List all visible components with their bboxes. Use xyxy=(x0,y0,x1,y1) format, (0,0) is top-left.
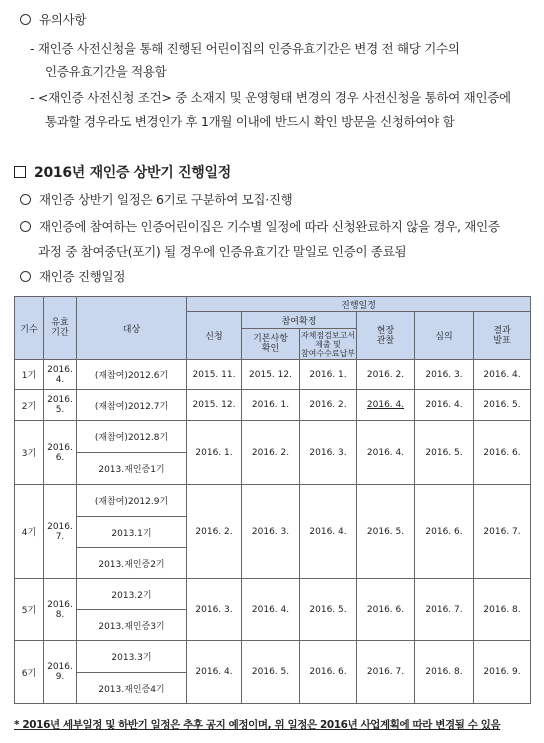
cell-review: 2016. 7. xyxy=(415,579,474,641)
dash-bullet: - xyxy=(30,41,38,56)
circle-bullet-icon xyxy=(20,194,31,205)
section-bullet-1 xyxy=(20,190,292,208)
table-row xyxy=(15,421,531,453)
cell-target: 2013.3기 xyxy=(77,641,187,673)
cell-target: 2013.2기 xyxy=(77,579,187,610)
cell-gisu: 5기 xyxy=(15,579,44,641)
cell-target: 2013.재인증2기 xyxy=(77,548,187,579)
cell-result: 2016. 5. xyxy=(474,390,531,421)
cell-basic: 2016. 2. xyxy=(242,421,300,485)
cell-validity: 2016. 9. xyxy=(44,641,77,704)
cell-report: 2016. 5. xyxy=(300,579,357,641)
cell-report: 2016. 2. xyxy=(300,390,357,421)
header-gisu: 기수 xyxy=(15,297,44,360)
table-row xyxy=(15,579,531,610)
circle-bullet-icon xyxy=(20,14,31,25)
cell-result: 2016. 8. xyxy=(474,579,531,641)
table-row xyxy=(15,360,531,390)
header-apply: 신청 xyxy=(187,312,242,360)
header-self-report: 자체점검보고서 제출 및 참여수수료납부 xyxy=(300,330,356,358)
cell-apply: 2016. 3. xyxy=(187,579,242,641)
note-item-1-cont: 인증유효기간을 적용함 xyxy=(45,64,167,79)
header-validity: 유효 기간 xyxy=(44,297,77,360)
header-participation: 참여확정 xyxy=(242,312,357,329)
cell-target: (재참여)2012.9기 xyxy=(77,485,187,517)
cell-gisu: 1기 xyxy=(15,360,44,390)
cell-target: 2013.재인증4기 xyxy=(77,673,187,704)
cell-report: 2016. 6. xyxy=(300,641,357,704)
table-row xyxy=(15,390,531,421)
cell-review: 2016. 6. xyxy=(415,485,474,579)
cell-validity: 2016. 5. xyxy=(44,390,77,421)
cell-result: 2016. 9. xyxy=(474,641,531,704)
section-heading xyxy=(14,162,231,182)
cell-result: 2016. 6. xyxy=(474,421,531,485)
cell-site: 2016. 4. xyxy=(357,390,415,421)
cell-apply: 2016. 1. xyxy=(187,421,242,485)
cell-target: 2013.재인증1기 xyxy=(77,453,187,485)
cell-site: 2016. 6. xyxy=(357,579,415,641)
cell-gisu: 2기 xyxy=(15,390,44,421)
section-bullet-3 xyxy=(20,267,125,285)
cell-site: 2016. 2. xyxy=(357,360,415,390)
cell-gisu: 3기 xyxy=(15,421,44,485)
header-review: 심의 xyxy=(415,312,474,360)
notes-heading xyxy=(20,10,86,28)
cell-validity: 2016. 7. xyxy=(44,485,77,579)
cell-site: 2016. 4. xyxy=(357,421,415,485)
section-bullet-2-cont: 과정 중 참여중단(포기) 될 경우에 인증유효기간 말일로 인증이 종료됨 xyxy=(38,244,407,259)
cell-target: (재참여)2012.7기 xyxy=(77,390,187,421)
cell-site: 2016. 7. xyxy=(357,641,415,704)
header-site-visit: 현장 관찰 xyxy=(357,312,415,360)
circle-bullet-icon xyxy=(20,221,31,232)
cell-apply: 2016. 4. xyxy=(187,641,242,704)
cell-review: 2016. 5. xyxy=(415,421,474,485)
cell-review: 2016. 3. xyxy=(415,360,474,390)
cell-result: 2016. 4. xyxy=(474,360,531,390)
circle-bullet-icon xyxy=(20,271,31,282)
cell-apply: 2015. 12. xyxy=(187,390,242,421)
cell-target: (재참여)2012.8기 xyxy=(77,421,187,453)
cell-apply: 2016. 2. xyxy=(187,485,242,579)
header-schedule: 진행일정 xyxy=(187,297,531,312)
note-item-2-line1: <재인증 사전신청 조건> 중 소재지 및 운영형태 변경의 경우 사전신청을 통하여 재인증에 xyxy=(37,90,511,105)
section-bullet-3-text: 재인증 진행일정 xyxy=(39,269,126,284)
cell-basic: 2016. 1. xyxy=(242,390,300,421)
cell-basic: 2016. 5. xyxy=(242,641,300,704)
cell-report: 2016. 1. xyxy=(300,360,357,390)
cell-apply: 2015. 11. xyxy=(187,360,242,390)
footnote: * 2016년 세부일정 및 하반기 일정은 추후 공지 예정이며, 위 일정은 2016년 사업계획에 따라 변경될 수 있음 xyxy=(14,719,501,731)
cell-review: 2016. 8. xyxy=(415,641,474,704)
header-target: 대상 xyxy=(77,297,187,360)
cell-gisu: 6기 xyxy=(15,641,44,704)
note-item-2 xyxy=(30,88,511,106)
cell-basic: 2015. 12. xyxy=(242,360,300,390)
section-bullet-1-text: 재인증 상반기 일정은 6기로 구분하여 모집·진행 xyxy=(39,192,293,207)
note-item-1-line1: 재인증 사전신청을 통해 진행된 어린이집의 인증유효기간은 변경 전 해당 기수의 xyxy=(37,41,460,56)
square-bullet-icon xyxy=(14,166,26,178)
table-row xyxy=(15,641,531,673)
schedule-table xyxy=(14,296,531,704)
cell-report: 2016. 4. xyxy=(300,485,357,579)
cell-validity: 2016. 4. xyxy=(44,360,77,390)
cell-review: 2016. 4. xyxy=(415,390,474,421)
notes-title: 유의사항 xyxy=(39,12,87,27)
note-item-1 xyxy=(30,39,460,57)
cell-target: 2013.1기 xyxy=(77,517,187,548)
cell-site: 2016. 5. xyxy=(357,485,415,579)
cell-basic: 2016. 4. xyxy=(242,579,300,641)
cell-report: 2016. 3. xyxy=(300,421,357,485)
cell-basic: 2016. 3. xyxy=(242,485,300,579)
cell-target: 2013.재인증3기 xyxy=(77,610,187,641)
cell-validity: 2016. 8. xyxy=(44,579,77,641)
header-result: 결과 발표 xyxy=(474,312,531,360)
cell-result: 2016. 7. xyxy=(474,485,531,579)
table-row xyxy=(15,485,531,517)
cell-target: (재참여)2012.6기 xyxy=(77,360,187,390)
section-bullet-2 xyxy=(20,217,500,235)
header-basic-check: 기본사항 확인 xyxy=(242,329,300,360)
cell-validity: 2016. 6. xyxy=(44,421,77,485)
dash-bullet: - xyxy=(30,90,38,105)
cell-gisu: 4기 xyxy=(15,485,44,579)
section-title: 2016년 재인증 상반기 진행일정 xyxy=(34,165,231,181)
note-item-2-cont: 통과할 경우라도 변경인가 후 1개월 이내에 반드시 확인 방문을 신청하여야 함 xyxy=(45,114,455,129)
section-bullet-2-text: 재인증에 참여하는 인증어린이집은 기수별 일정에 따라 신청완료하지 않을 경우, 재인증 xyxy=(39,219,500,234)
